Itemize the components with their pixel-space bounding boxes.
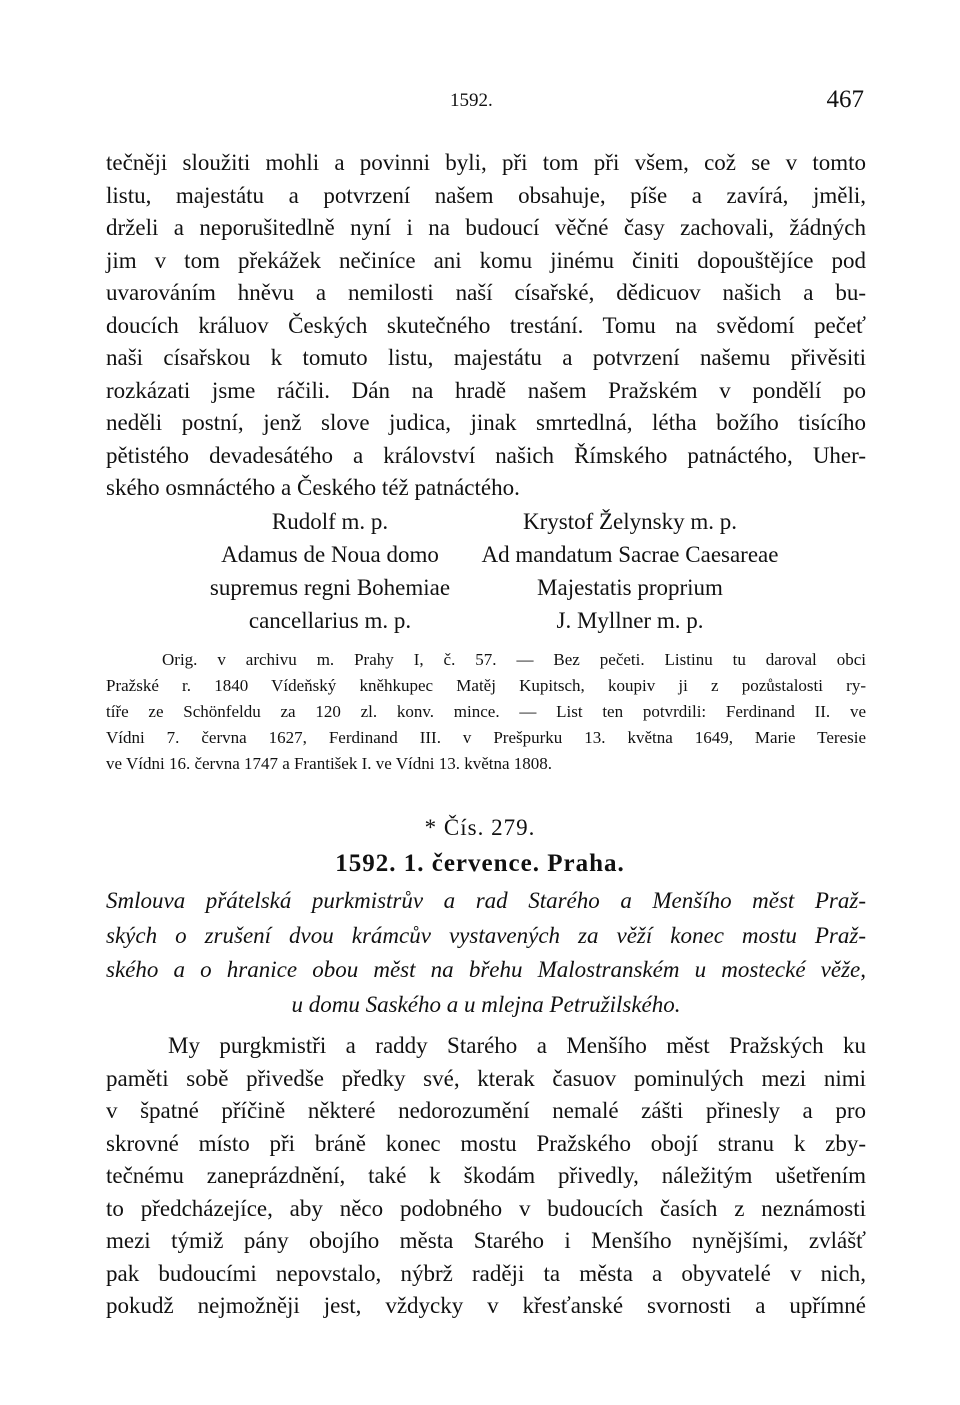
running-head-year: 1592.	[450, 90, 493, 111]
text-line: naši císařskou k tomuto listu, majestátu a potvrzení našemu přivěsiti	[106, 345, 866, 370]
signature-line: Ad mandatum Sacrae Caesareae	[481, 542, 779, 567]
page-header	[0, 86, 960, 116]
text-line: pokudž nejmožněji jest, vždycky v křesťanské svornosti a upřímné	[106, 1293, 866, 1318]
document-number: * Čís. 279.	[424, 815, 536, 840]
main-text-paragraph	[106, 1030, 866, 1323]
note-line: tíře ze Schönfeldu za 120 zl. konv. mince. — List ten potvrdili: Ferdinand II. ve	[106, 702, 866, 721]
signature-line: Krystof Želynsky m. p.	[522, 509, 737, 534]
summary-line: ského a o hranice obou měst na břehu Malostranském u mostecké věže,	[106, 957, 866, 982]
text-line: skrovné místo při bráně konec mostu Pražského obojí stranu k zby-	[106, 1130, 866, 1156]
text-line: pak budoucími nepovstalo, nýbrž raději ta města a obyvatelé v nich,	[106, 1260, 866, 1286]
archival-note	[106, 647, 866, 777]
charter-closing-paragraph	[106, 147, 866, 505]
signature-line: Majestatis proprium	[537, 575, 723, 600]
signature-line: cancellarius m. p.	[248, 608, 412, 633]
text-line: tečněji sloužiti mohli a povinni byli, při tom při všem, což se v tomto	[106, 150, 866, 175]
note-line: Orig. v archivu m. Prahy I, č. 57. — Bez pečeti. Listinu tu daroval obci	[162, 650, 866, 669]
note-line: Pražské r. 1840 Vídeňský kněhkupec Matěj Kupitsch, koupiv ji z pozůstalosti ry-	[106, 676, 866, 695]
text-line: to předcházejíce, aby něco podobného v budoucích časích z neznámosti	[106, 1195, 866, 1221]
page-number: 467	[826, 86, 864, 113]
document-summary	[106, 884, 866, 1022]
signature-line: J. Myllner m. p.	[556, 608, 704, 633]
signature-line: Rudolf m. p.	[271, 509, 389, 534]
signatures	[150, 505, 870, 637]
signature-line: supremus regni Bohemiae	[209, 575, 451, 600]
text-line: rozkázati jsme ráčili. Dán na hradě našem Pražském v pondělí po	[106, 377, 866, 403]
text-line: paměti sobě přivedše předky své, kterak časuov pominulých mezi nimi	[106, 1065, 866, 1091]
text-line: doucích králuov Českých skutečného trestání. Tomu na svědomí pečeť	[106, 312, 866, 338]
text-line: uvarováním hněvu a nemilosti naší císařské, dědicuov našich a bu-	[106, 280, 866, 305]
note-line: ve Vídni 16. června 1747 a František I. ve Vídni 13. května 1808.	[106, 754, 553, 773]
note-line: Vídni 7. června 1627, Ferdinand III. v Prešpurku 13. května 1649, Marie Teresie	[106, 728, 866, 747]
text-line: pětistého devadesátého a království našich Římského patnáctého, Uher-	[106, 442, 866, 468]
text-line: listu, majestátu a potvrzení našem obsahuje, píše a zavírá, jměli,	[106, 182, 866, 208]
signature-line: Adamus de Noua domo	[221, 542, 439, 567]
signature-right	[450, 505, 810, 637]
text-line: mezi týmiž pány obojího města Starého i Menšího nynějšími, zvlášť	[106, 1228, 866, 1253]
text-line: jim v tom překážek nečiníce ani komu jinému činiti dopouštějíce pod	[106, 247, 866, 273]
text-line: tečnému zaneprázdnění, také k škodám přivedly, náležitým ušetřením	[106, 1163, 866, 1188]
summary-line: ských o zrušení dvou krámcův vystavených za věží konec mostu Praž-	[106, 922, 866, 948]
text-line: ského osmnáctého a Českého též patnáctého.	[106, 475, 520, 500]
text-line: My purgkmistři a raddy Starého a Menšího měst Pražských ku	[168, 1033, 866, 1058]
text-line: v špatné příčině některé nedorozumění nemalé zášti přinesly a pro	[106, 1098, 866, 1123]
document-date-place: 1592. 1. července. Praha.	[335, 850, 625, 877]
summary-line: Smlouva přátelská purkmistrův a rad Starého a Menšího měst Praž-	[106, 888, 866, 913]
text-line: neděli postní, jenž slove judica, jinak smrtedlná, létha božího tisícího	[106, 410, 866, 435]
text-line: drželi a neporušitedlně nyní i na budoucí věčné časy zachovali, žádných	[106, 215, 866, 240]
summary-line: u domu Saského a u mlejna Petružilského.	[291, 991, 681, 1017]
